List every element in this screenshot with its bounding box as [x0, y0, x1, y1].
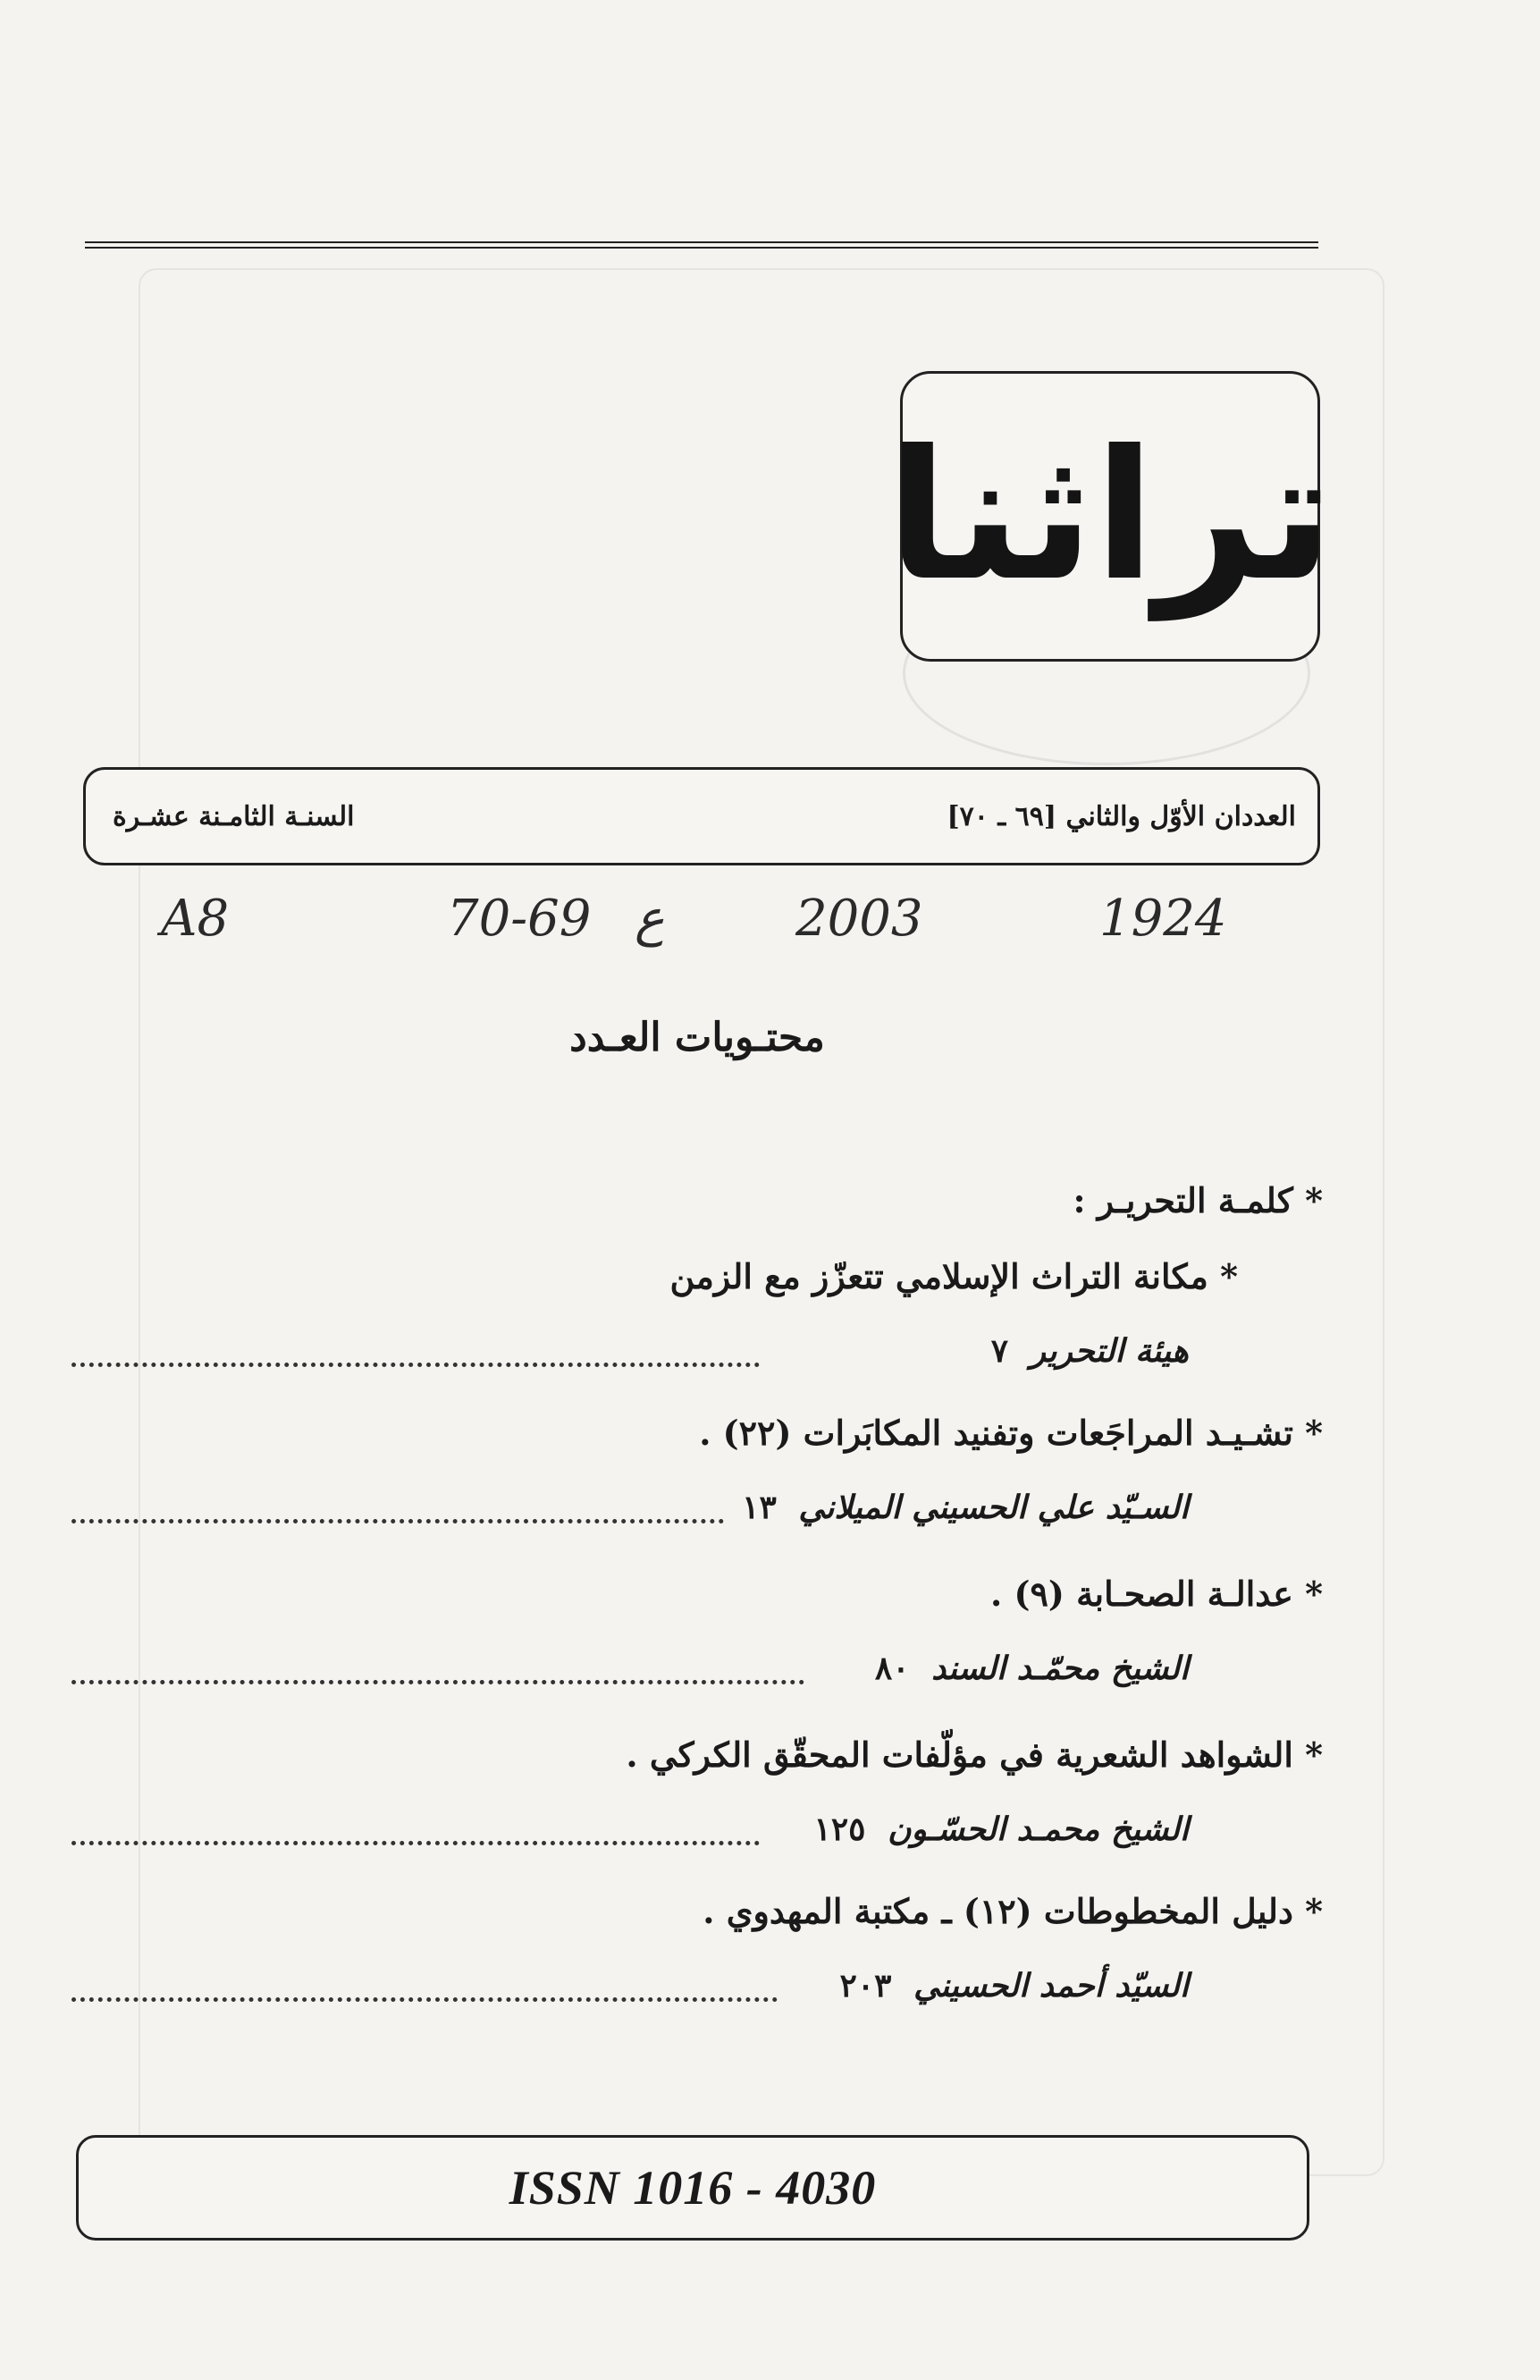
- entry-title: * عدالـة الصحـابة (٩) .: [990, 1574, 1323, 1614]
- top-rule: [85, 241, 1318, 249]
- entry-meta: [72, 1489, 1189, 1542]
- leader-dots: [72, 1680, 804, 1684]
- entry-meta: [72, 1967, 1189, 2021]
- entry-page-number: ٢٠٣: [839, 1967, 892, 2004]
- handwritten-issues: 70-69: [447, 890, 592, 948]
- entry-author-name: السـيّد علي الحسيني الميلاني: [798, 1489, 1189, 1526]
- journal-logo-text: تراثنا: [887, 411, 1334, 620]
- leader-dots: [72, 1519, 724, 1523]
- entry-author: [814, 1810, 1190, 1848]
- handwritten-annotation: [161, 890, 1251, 970]
- handwritten-volume-mark: ع: [635, 890, 665, 948]
- entry-title: * مكانة التراث الإسلامي تتعزّز مع الزمن: [669, 1256, 1238, 1296]
- handwritten-number: 1924: [1099, 890, 1227, 948]
- entry-meta: [72, 1650, 1189, 1703]
- entry-page-number: ٧: [990, 1332, 1009, 1370]
- entry-page-number: ٨٠: [874, 1650, 910, 1687]
- issn-box: [76, 2135, 1309, 2241]
- entry-author: [991, 1332, 1189, 1370]
- entry-title: * تشـيـد المراجَعات وتفنيد المكابَرات (٢٢) .: [699, 1413, 1323, 1453]
- entry-author: [875, 1650, 1189, 1687]
- leader-dots: [72, 1841, 760, 1845]
- entry-author: [742, 1489, 1189, 1526]
- entry-author-name: الشيخ محمـد الحسّـون: [888, 1810, 1189, 1848]
- entry-author-name: هيئة التحرير: [1030, 1332, 1189, 1370]
- handwritten-year: 2003: [795, 890, 923, 948]
- editorial-section-label: * كلمـة التحريـر :: [1073, 1180, 1323, 1220]
- handwritten-code: A8: [161, 890, 230, 948]
- issue-numbers: العددان الأوّل والثاني [٦٩ ـ ٧٠]: [947, 800, 1296, 832]
- entry-author-name: السيّد أحمد الحسيني: [913, 1967, 1189, 2004]
- contents-title: محتـويات العـدد: [569, 1015, 825, 1060]
- entry-page-number: ١٣: [742, 1489, 777, 1526]
- issue-year: السنـة الثامـنة عشـرة: [113, 800, 355, 832]
- entry-title: * الشواهد الشعرية في مؤلّفات المحقّق الكركي .: [626, 1734, 1323, 1775]
- entry-author-name: الشيخ محمّـد السند: [931, 1650, 1189, 1687]
- entry-meta: [72, 1810, 1189, 1864]
- issn-text: ISSN 1016 - 4030: [509, 2161, 877, 2215]
- entry-author: [840, 1967, 1190, 2004]
- issue-info-box: [83, 767, 1320, 865]
- leader-dots: [72, 1997, 778, 2002]
- leader-dots: [72, 1363, 760, 1367]
- entry-title: * دليل المخطوطات (١٢) ـ مكتبة المهدوي .: [703, 1891, 1323, 1931]
- entry-page-number: ١٢٥: [813, 1810, 866, 1848]
- entry-meta: [72, 1332, 1189, 1386]
- journal-logo-box: [887, 371, 1334, 662]
